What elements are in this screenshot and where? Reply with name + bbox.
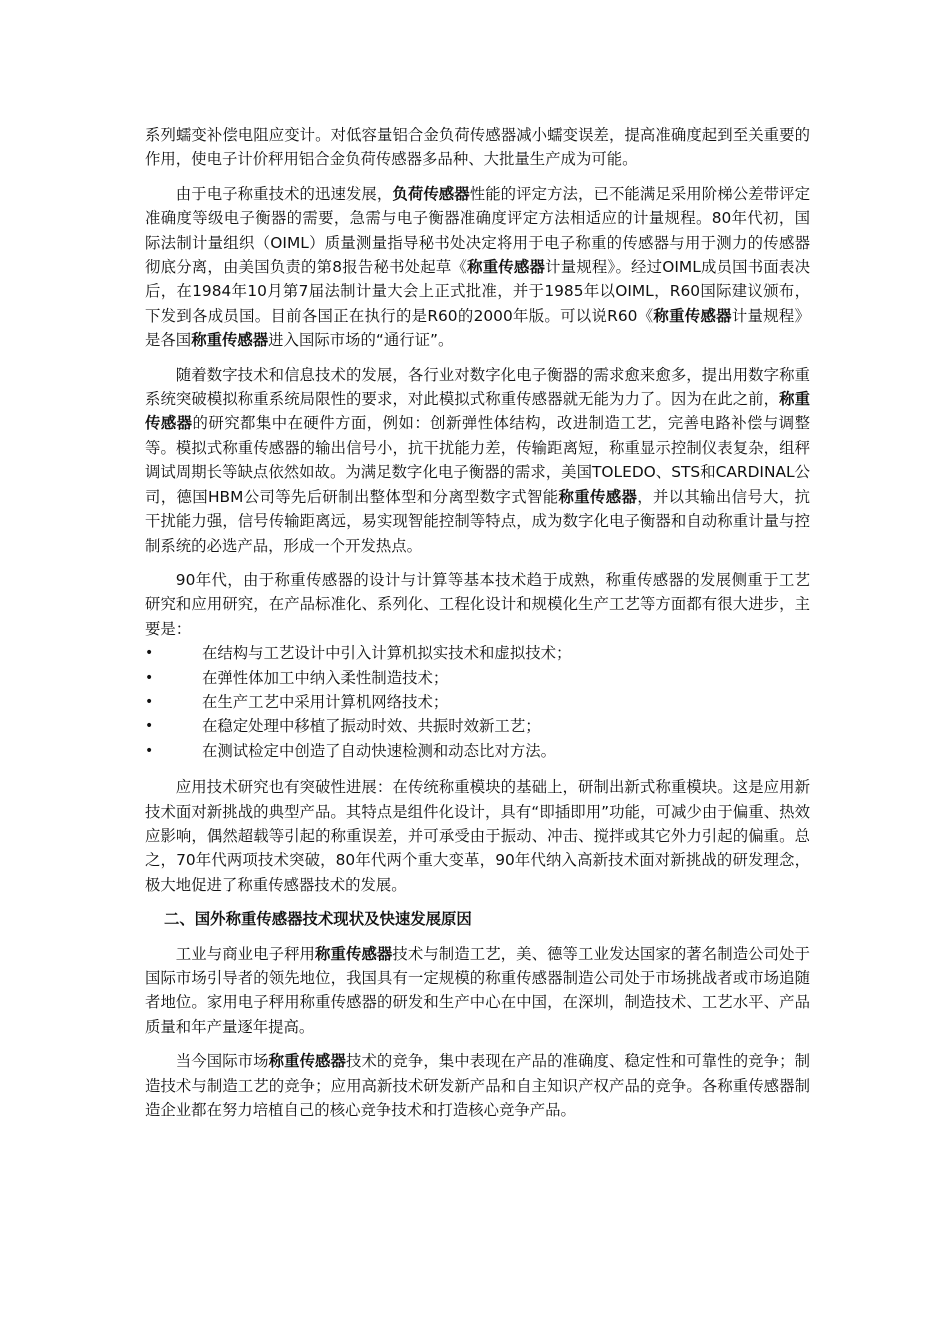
paragraph-6-text-2: 技术与制造工艺，美、德等工业发达国家的著名制造公司处于国际市场引导者的领先地位，我国具有一定规模的称重传感器制造公司处于市场挑战者或市场追随者地位。家用电子秤用称重传感器的研发和生产中心在中国，在深圳，制造技术、工艺水平、产品质量和年产量逐年提高。 xyxy=(145,944,810,1036)
paragraph-6 xyxy=(145,942,810,1040)
paragraph-7-text-1: 当今国际市场 xyxy=(175,1052,269,1071)
keyword-weighing-sensor: 称重传感器 xyxy=(653,306,732,325)
keyword-weighing-sensor: 称重传感器 xyxy=(467,258,546,277)
list-item xyxy=(145,690,810,714)
list-item-text: 在稳定处理中移植了振动时效、共振时效新工艺； xyxy=(202,717,541,736)
list-item-text: 在测试检定中创造了自动快速检测和动态比对方法。 xyxy=(202,741,556,760)
paragraph-2-text-4: 计量规程》是各国 xyxy=(145,306,810,350)
bullet-icon: • xyxy=(145,669,154,686)
list-item xyxy=(145,739,810,763)
paragraph-3-text-1: 随着数字技术和信息技术的发展，各行业对数字化电子衡器的需求愈来愈多，提出用数字称重系统突破模拟称重系统局限性的要求，对此模拟式称重传感器就无能为力了。因为在此之前， xyxy=(145,365,810,409)
paragraph-3-text-2: 的研究都集中在硬件方面，例如：创新弹性体结构，改进制造工艺，完善电路补偿与调整等。模拟式称重传感器的输出信号小，抗干扰能力差，传输距离短，称重显示控制仪表复杂，组秤调试周期长等缺点依然如故。为满足数字化电子衡器的需求，美国TOLEDO、STS和CARDINAL公司，德国HBM公司等先后研制出整体型和分离型数字式智能 xyxy=(145,414,810,506)
paragraph-3 xyxy=(145,363,810,558)
paragraph-1 xyxy=(145,123,810,172)
paragraph-4 xyxy=(145,568,810,641)
paragraph-5-text: 应用技术研究也有突破性进展：在传统称重模块的基础上，研制出新式称重模块。这是应用新技术面对新挑战的典型产品。其特点是组件化设计，具有“即插即用”功能，可减少由于偏重、热效应影响，偶然超载等引起的称重误差，并可承受由于振动、冲击、搅拌或其它外力引起的偏重。总之，70年代两项技术突破，80年代两个重大变革，90年代纳入高新技术面对新挑战的研发理念，极大地促进了称重传感器技术的发展。 xyxy=(145,778,810,894)
bullet-icon: • xyxy=(145,718,154,735)
keyword-weighing-sensor: 称重传感器 xyxy=(558,487,638,506)
paragraph-3-text-3: ，并以其输出信号大，抗干扰能力强，信号传输距离远，易实现智能控制等特点，成为数字化电子衡器和自动称重计量与控制系统的必选产品，形成一个开发热点。 xyxy=(145,487,810,555)
paragraph-6-text-1: 工业与商业电子秤用 xyxy=(175,944,316,963)
bullet-icon: • xyxy=(145,742,154,759)
paragraph-2-text-2: 性能的评定方法，已不能满足采用阶梯公差带评定准确度等级电子衡器的需要，急需与电子衡器准确度评定方法相适应的计量规程。80年代初，国际法制计量组织（OIML）质量测量指导秘书处决定将用于电子称重的传感器与用于测力的传感器彻底分离，由美国负责的第8报告秘书处起草《 xyxy=(145,184,810,277)
keyword-weighing-sensor: 称重传感器 xyxy=(268,1052,346,1071)
section-heading: 二、国外称重传感器技术现状及快速发展原因 xyxy=(164,910,472,929)
list-item xyxy=(145,714,810,738)
bullet-icon: • xyxy=(145,645,154,662)
document-page xyxy=(145,123,810,1132)
paragraph-7 xyxy=(145,1049,810,1122)
list-item xyxy=(145,641,810,665)
keyword-load-cell: 负荷传感器 xyxy=(392,184,470,203)
bullet-icon: • xyxy=(145,693,154,710)
paragraph-4-text: 90年代，由于称重传感器的设计与计算等基本技术趋于成熟，称重传感器的发展侧重于工艺研究和应用研究，在产品标准化、系列化、工程化设计和规模化生产工艺等方面都有很大进步，主要是： xyxy=(145,570,810,638)
keyword-weighing-sensor: 称重传感器 xyxy=(315,944,393,963)
list-item-text: 在结构与工艺设计中引入计算机拟实技术和虚拟技术； xyxy=(202,644,572,663)
list-item-text: 在弹性体加工中纳入柔性制造技术； xyxy=(202,668,449,687)
paragraph-1-text: 系列蠕变补偿电阻应变计。对低容量铝合金负荷传感器减小蠕变误差，提高准确度起到至关重要的作用，使电子计价秤用铝合金负荷传感器多品种、大批量生产成为可能。 xyxy=(145,126,810,169)
paragraph-2 xyxy=(145,182,810,353)
paragraph-2-text-3: 计量规程》。经过OIML成员国书面表决后，在1984年10月第7届法制计量大会上正式批准，并于1985年以OIML，R60国际建议颁布，下发到各成员国。目前各国正在执行的是R60的2000年版。可以说R60《 xyxy=(145,258,810,325)
paragraph-2-text-1: 由于电子称重技术的迅速发展， xyxy=(175,184,393,203)
paragraph-7-text-2: 技术的竞争，集中表现在产品的准确度、稳定性和可靠性的竞争；制造技术与制造工艺的竞争；应用高新技术研发新产品和自主知识产权产品的竞争。各称重传感器制造企业都在努力培植自己的核心竞争技术和打造核心竞争产品。 xyxy=(145,1052,810,1120)
paragraph-5 xyxy=(145,775,810,897)
bullet-list xyxy=(145,641,810,763)
list-item xyxy=(145,666,810,690)
keyword-weighing-sensor: 称重传感器 xyxy=(191,331,269,350)
paragraph-2-text-5: 进入国际市场的“通行证”。 xyxy=(268,331,454,350)
list-item-text: 在生产工艺中采用计算机网络技术； xyxy=(202,692,449,711)
keyword-weighing-sensor: 称重传感器 xyxy=(145,390,810,433)
